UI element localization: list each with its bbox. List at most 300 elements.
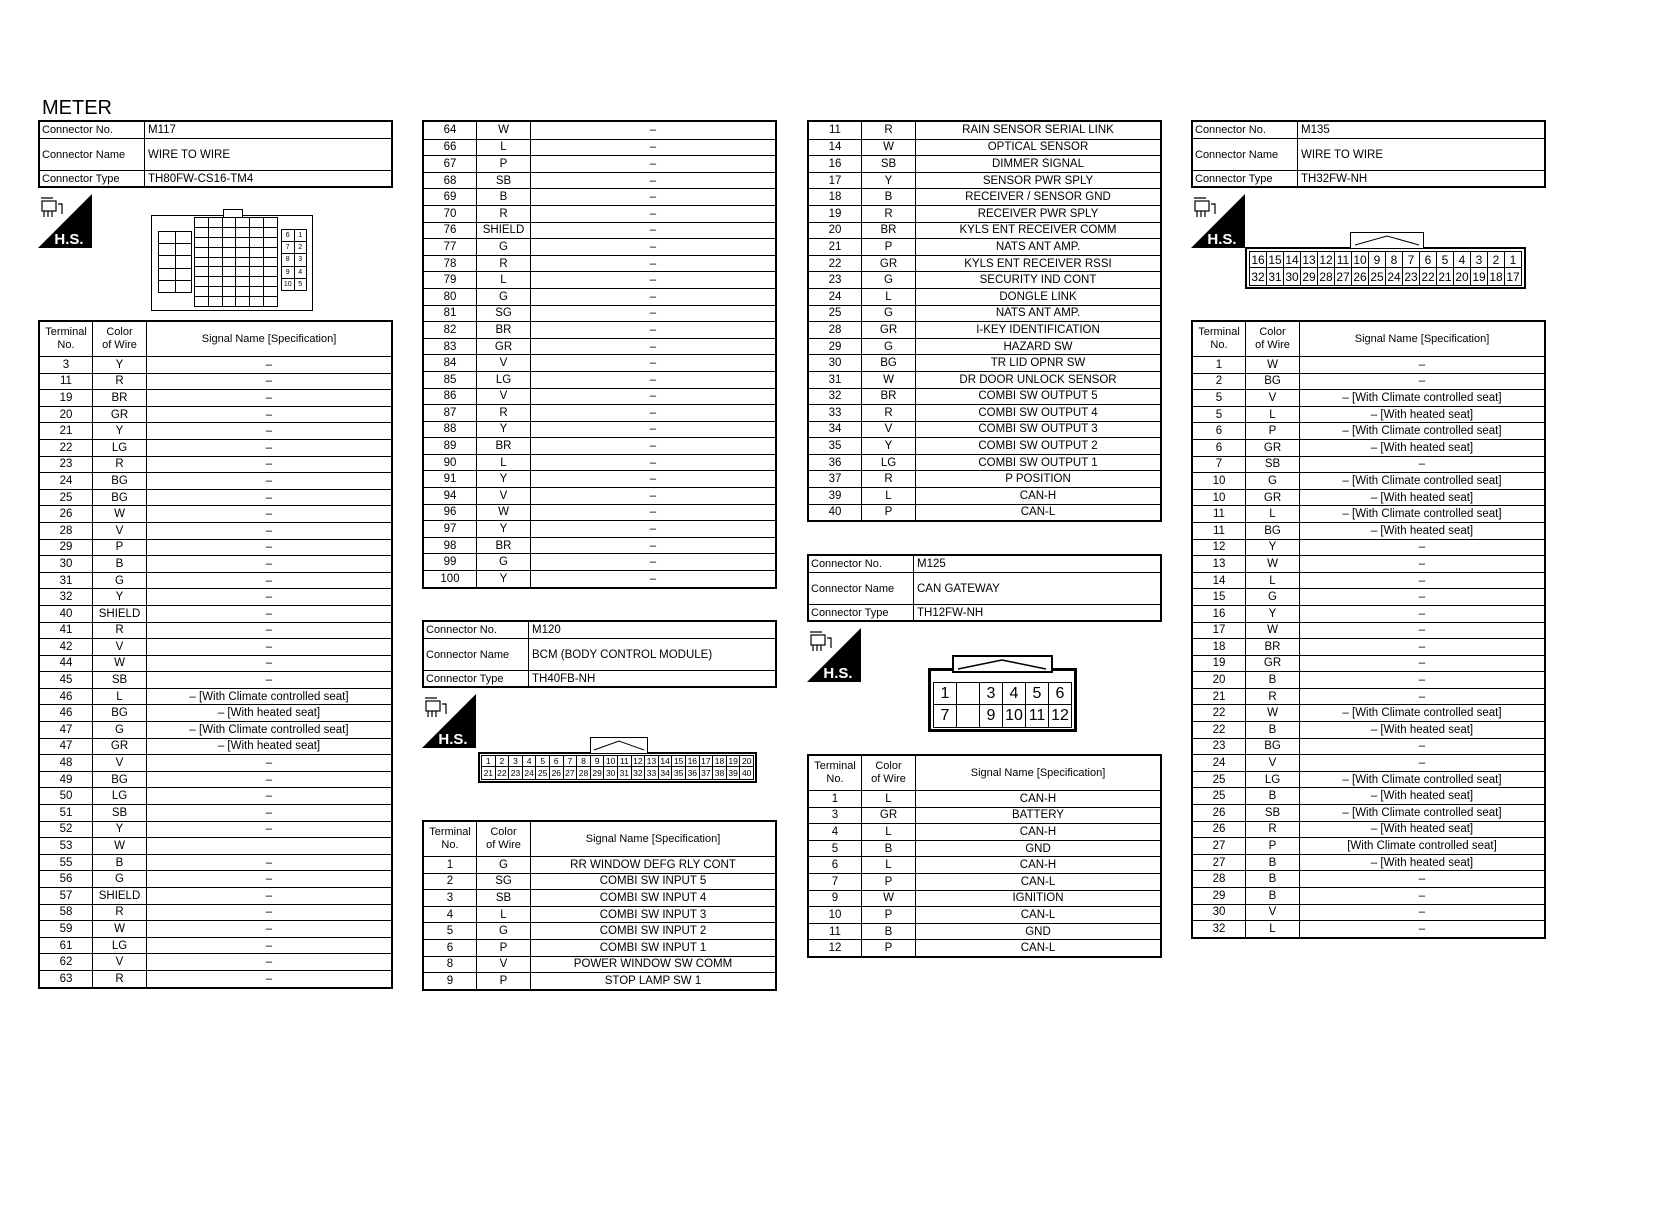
table-row	[40, 539, 391, 556]
pin-cell: 18	[713, 756, 727, 767]
latch-chevron	[954, 657, 1050, 671]
signal-name: –	[265, 806, 273, 819]
header-color-of-wire: Color of Wire	[862, 756, 916, 790]
terminal-no: 20	[40, 407, 93, 423]
wire-color: L	[862, 488, 916, 504]
signal-name: CAN-L	[1020, 908, 1056, 921]
connector-type-row	[1193, 170, 1544, 186]
wire-color: W	[93, 921, 147, 937]
terminal-no: 18	[1193, 639, 1246, 655]
signal-name: COMBI SW OUTPUT 4	[978, 406, 1098, 419]
pin-cavity	[209, 258, 223, 268]
pin-cell: 7	[282, 242, 295, 254]
pin-cell: 16	[686, 756, 700, 767]
wire-color: LG	[477, 372, 531, 388]
signal-name: DONGLE LINK	[999, 290, 1077, 303]
pin-cell	[957, 683, 980, 705]
wire-color: L	[477, 455, 531, 471]
signal-name: NATS ANT AMP.	[995, 307, 1081, 320]
pin-cell: 14	[1284, 252, 1301, 268]
signal-name: COMBI SW INPUT 3	[599, 908, 707, 921]
wire-color: L	[477, 272, 531, 288]
pin-cavity	[223, 287, 237, 297]
terminal-no: 25	[40, 490, 93, 506]
terminal-no: 16	[1193, 606, 1246, 622]
wire-color: LG	[862, 455, 916, 471]
table-row	[1193, 920, 1544, 937]
signal-name: –	[265, 408, 273, 421]
wire-color: B	[1246, 855, 1300, 871]
table-row	[40, 655, 391, 672]
header-color-of-wire: Color of Wire	[477, 822, 531, 856]
wire-color: R	[1246, 822, 1300, 838]
pin-cavity	[195, 267, 209, 277]
table-row	[424, 553, 775, 570]
signal-name: –	[649, 174, 657, 187]
connector-face-m125	[928, 655, 1077, 732]
pin-cavity	[264, 248, 278, 258]
terminal-no: 69	[424, 189, 477, 205]
signal-name: –	[649, 406, 657, 419]
table-row	[40, 638, 391, 655]
pin-cell: 21	[482, 767, 496, 780]
signal-name: –	[649, 257, 657, 270]
table-row	[424, 889, 775, 906]
terminal-no: 46	[40, 705, 93, 721]
table-row	[1193, 837, 1544, 854]
wire-color: GR	[862, 256, 916, 272]
pin-cavity	[195, 258, 209, 268]
signal-name: – [With heated seat]	[1370, 723, 1474, 736]
wire-color: BG	[93, 772, 147, 788]
table-row	[1193, 704, 1544, 721]
pin-cell: 12	[632, 756, 646, 767]
terminal-no: 23	[40, 457, 93, 473]
pin-cell: 1	[482, 756, 496, 767]
pin-cell: 11	[1335, 252, 1352, 268]
terminal-no: 79	[424, 272, 477, 288]
signal-name: –	[649, 473, 657, 486]
pin-cell: 21	[1437, 268, 1454, 286]
connector-no-value: M135	[1301, 124, 1330, 136]
signal-name: CAN-H	[1019, 489, 1057, 502]
terminal-no: 70	[424, 206, 477, 222]
terminal-no: 29	[809, 339, 862, 355]
wire-color: R	[477, 256, 531, 272]
signal-name: SENSOR PWR SPLY	[982, 174, 1094, 187]
terminal-no: 22	[1193, 705, 1246, 721]
terminal-no: 4	[809, 824, 862, 840]
wire-color: Y	[93, 822, 147, 838]
pin-cell: 3	[980, 683, 1003, 705]
wire-color: GR	[862, 322, 916, 338]
pin-cell: 3	[509, 756, 523, 767]
terminal-no: 19	[809, 206, 862, 222]
signal-name: SECURITY IND CONT	[979, 274, 1097, 287]
wire-color: SB	[93, 672, 147, 688]
terminal-no: 25	[1193, 772, 1246, 788]
pin-cavity	[176, 281, 193, 293]
terminal-no: 11	[1193, 506, 1246, 522]
signal-name: –	[649, 489, 657, 502]
connector-type-value: TH40FB-NH	[532, 672, 596, 685]
pin-cell: 4	[1454, 252, 1471, 268]
terminal-no: 30	[809, 355, 862, 371]
signal-name: CAN-H	[1019, 792, 1057, 805]
connector-info-m120	[422, 620, 777, 688]
signal-name: –	[265, 375, 273, 388]
table-header	[40, 322, 391, 356]
table-row	[809, 305, 1160, 322]
pin-cell: 11	[618, 756, 632, 767]
table-row	[424, 188, 775, 205]
signal-name: RECEIVER / SENSOR GND	[965, 191, 1111, 204]
pin-cell: 40	[740, 767, 754, 780]
signal-name: COMBI SW INPUT 2	[599, 925, 707, 938]
connector-name-label: Connector Name	[40, 139, 145, 170]
pin-cell: 9	[282, 267, 295, 279]
signal-name: –	[1418, 640, 1426, 653]
wire-color: L	[862, 857, 916, 873]
connector-no-value: M117	[148, 124, 176, 136]
terminal-no: 5	[1193, 407, 1246, 423]
pin-cavity	[209, 297, 223, 307]
pin-cell: 11	[1026, 705, 1049, 728]
wire-color: B	[93, 556, 147, 572]
table-row	[40, 373, 391, 390]
pin-cavity	[250, 218, 264, 228]
table-row	[424, 906, 775, 923]
pin-cell: 29	[1301, 268, 1318, 286]
pin-cell: 13	[645, 756, 659, 767]
signal-name: IGNITION	[1012, 892, 1064, 905]
table-row	[1193, 738, 1544, 755]
wire-color: BR	[477, 538, 531, 554]
terminal-no: 22	[1193, 722, 1246, 738]
pin-cavity	[195, 228, 209, 238]
signal-name: –	[1418, 740, 1426, 753]
pin-cavity	[209, 287, 223, 297]
pin-cell: 19	[1471, 268, 1488, 286]
terminal-no: 31	[40, 573, 93, 589]
pin-cell: 29	[591, 767, 605, 780]
pin-cavity	[176, 232, 193, 244]
table-row	[424, 454, 775, 471]
table-row	[1193, 804, 1544, 821]
signal-name: BATTERY	[1012, 809, 1064, 822]
connector-no-row	[809, 556, 1160, 572]
terminal-table-m120	[422, 820, 777, 991]
terminal-table-m125	[807, 754, 1162, 958]
pin-cavity	[195, 218, 209, 228]
table-row	[1193, 389, 1544, 406]
signal-name: –	[1418, 541, 1426, 554]
pin-cell: 17	[700, 756, 714, 767]
terminal-no: 46	[40, 689, 93, 705]
wire-color: V	[1246, 390, 1300, 406]
pin-cell: 28	[1318, 268, 1335, 286]
signal-name: –	[265, 757, 273, 770]
wire-color: SHIELD	[93, 606, 147, 622]
table-row	[809, 139, 1160, 156]
terminal-no: 20	[1193, 672, 1246, 688]
pin-cavity	[236, 248, 250, 258]
table-row	[809, 122, 1160, 139]
table-row	[40, 704, 391, 721]
connector-name-row	[1193, 138, 1544, 170]
table-row	[40, 439, 391, 456]
pin-cavity	[159, 232, 176, 244]
signal-name: TR LID OPNR SW	[990, 357, 1086, 370]
table-row	[424, 371, 775, 388]
signal-name: –	[265, 640, 273, 653]
wire-color: SB	[477, 173, 531, 189]
pin-cell: 12	[1318, 252, 1335, 268]
pin-cavity	[209, 277, 223, 287]
terminal-no: 6	[809, 857, 862, 873]
signal-name: –	[265, 508, 273, 521]
terminal-no: 1	[1193, 357, 1246, 373]
wire-color: Y	[1246, 540, 1300, 556]
table-row	[809, 404, 1160, 421]
pin-cavity	[209, 238, 223, 248]
signal-name: –	[265, 458, 273, 471]
table-row	[424, 437, 775, 454]
table-row	[1193, 505, 1544, 522]
table-row	[1193, 870, 1544, 887]
header-terminal-no: Terminal No.	[424, 822, 477, 856]
table-row	[1193, 605, 1544, 622]
terminal-no: 3	[809, 808, 862, 824]
table-row	[40, 787, 391, 804]
table-row	[40, 721, 391, 738]
pin-cavity	[195, 248, 209, 258]
table-row	[809, 321, 1160, 338]
table-row	[424, 972, 775, 989]
hs-icon	[1191, 194, 1245, 248]
table-row	[1193, 754, 1544, 771]
signal-name: –	[265, 391, 273, 404]
pin-cavity	[236, 228, 250, 238]
pin-cavity	[176, 269, 193, 281]
pin-cavity	[264, 267, 278, 277]
terminal-no: 3	[40, 357, 93, 373]
signal-name: COMBI SW OUTPUT 5	[978, 390, 1098, 403]
wire-color: V	[93, 639, 147, 655]
hs-label: H.S.	[1207, 231, 1237, 248]
wire-color: BG	[1246, 523, 1300, 539]
terminal-no: 24	[40, 473, 93, 489]
connector-name-row	[809, 572, 1160, 604]
terminal-no: 94	[424, 488, 477, 504]
table-row	[809, 790, 1160, 807]
signal-name: –	[1418, 906, 1426, 919]
wire-color: SHIELD	[477, 223, 531, 239]
connector-face-m135	[1245, 232, 1526, 289]
terminal-no: 17	[1193, 623, 1246, 639]
signal-name: CAN-H	[1019, 825, 1057, 838]
wire-color: GR	[1246, 440, 1300, 456]
table-row	[1193, 539, 1544, 556]
terminal-no: 14	[809, 140, 862, 156]
signal-name: –	[265, 956, 273, 969]
wire-color: P	[93, 540, 147, 556]
pin-cell: 4	[295, 267, 308, 279]
pin-cell: 15	[1267, 252, 1284, 268]
signal-name: –	[649, 523, 657, 536]
pin-cavity	[264, 287, 278, 297]
terminal-no: 78	[424, 256, 477, 272]
terminal-no: 10	[809, 907, 862, 923]
table-row	[809, 288, 1160, 305]
wire-color: G	[93, 871, 147, 887]
table-row	[1193, 422, 1544, 439]
wire-color: V	[93, 523, 147, 539]
hs-label: H.S.	[823, 665, 853, 682]
wire-color: SHIELD	[93, 888, 147, 904]
wire-color: W	[93, 656, 147, 672]
signal-name: – [With Climate controlled seat]	[1342, 391, 1502, 404]
signal-name: – [With Climate controlled seat]	[1342, 508, 1502, 521]
pin-cavity	[264, 218, 278, 228]
terminal-no: 51	[40, 805, 93, 821]
signal-name: CAN-H	[1019, 859, 1057, 872]
pin-cavity	[159, 256, 176, 268]
terminal-no: 42	[40, 639, 93, 655]
wire-color: BG	[1246, 739, 1300, 755]
terminal-no: 28	[809, 322, 862, 338]
terminal-no: 98	[424, 538, 477, 554]
header-signal-name: Signal Name [Specification]	[1354, 332, 1490, 345]
wire-color: R	[862, 405, 916, 421]
signal-name: –	[265, 972, 273, 985]
terminal-no: 27	[1193, 855, 1246, 871]
connector-type-label: Connector Type	[1193, 171, 1298, 186]
pin-cell: 26	[1352, 268, 1369, 286]
table-row	[424, 354, 775, 371]
pin-cell: 3	[295, 254, 308, 266]
terminal-no: 5	[1193, 390, 1246, 406]
connector-type-row	[424, 670, 775, 686]
wire-color: W	[93, 838, 147, 854]
signal-name: –	[265, 607, 273, 620]
table-row	[40, 771, 391, 788]
table-row	[40, 456, 391, 473]
signal-name: – [With heated seat]	[217, 740, 321, 753]
pin-cavity	[223, 297, 237, 307]
signal-name: – [With heated seat]	[1370, 491, 1474, 504]
wire-color: G	[1246, 473, 1300, 489]
terminal-no: 9	[424, 973, 477, 989]
connector-type-value: TH12FW-NH	[917, 606, 984, 619]
pin-cavity	[209, 228, 223, 238]
pin-cavity	[195, 287, 209, 297]
wire-color: BG	[93, 473, 147, 489]
terminal-no: 25	[809, 306, 862, 322]
table-row	[1193, 638, 1544, 655]
pin-cavity	[209, 218, 223, 228]
table-row	[424, 305, 775, 322]
wire-color: R	[93, 971, 147, 987]
wire-color: R	[93, 374, 147, 390]
pin-cell: 20	[740, 756, 754, 767]
table-row	[809, 222, 1160, 239]
signal-name: RAIN SENSOR SERIAL LINK	[962, 124, 1114, 137]
terminal-no: 85	[424, 372, 477, 388]
signal-name: –	[1418, 591, 1426, 604]
signal-name: –	[1418, 690, 1426, 703]
table-row	[40, 605, 391, 622]
pin-cell: 2	[295, 242, 308, 254]
table-row	[40, 389, 391, 406]
wire-color: W	[1246, 705, 1300, 721]
signal-name: DR DOOR UNLOCK SENSOR	[959, 373, 1117, 386]
signal-name: –	[649, 440, 657, 453]
connector-type-row	[40, 170, 391, 186]
connector-name-label: Connector Name	[809, 573, 914, 604]
wire-color: B	[862, 841, 916, 857]
pin-cavity	[223, 277, 237, 287]
table-row	[424, 122, 775, 139]
header-signal-name: Signal Name [Specification]	[970, 766, 1106, 779]
terminal-no: 64	[424, 122, 477, 139]
pin-cavity	[236, 258, 250, 268]
header-terminal-no: Terminal No.	[809, 756, 862, 790]
terminal-no: 39	[809, 488, 862, 504]
signal-name: – [With heated seat]	[217, 707, 321, 720]
pin-cell: 22	[496, 767, 510, 780]
signal-name: –	[649, 506, 657, 519]
terminal-no: 96	[424, 505, 477, 521]
terminal-no: 84	[424, 355, 477, 371]
table-row	[1193, 854, 1544, 871]
signal-name: –	[649, 390, 657, 403]
wire-color: L	[1246, 407, 1300, 423]
terminal-no: 58	[40, 905, 93, 921]
pin-cell: 1	[295, 230, 308, 242]
connector-face-m120	[478, 737, 757, 783]
connector-name-value: CAN GATEWAY	[917, 582, 1000, 595]
signal-name: –	[649, 290, 657, 303]
signal-name: STOP LAMP SW 1	[604, 974, 702, 987]
table-row	[809, 172, 1160, 189]
pin-cavity	[236, 287, 250, 297]
connector-no-row	[40, 122, 391, 138]
pin-cell: 10	[604, 756, 618, 767]
signal-name: –	[1418, 574, 1426, 587]
table-row	[1193, 406, 1544, 423]
signal-name: –	[265, 856, 273, 869]
table-row	[424, 139, 775, 156]
terminal-no: 87	[424, 405, 477, 421]
wire-color: Y	[477, 422, 531, 438]
wire-color: V	[477, 488, 531, 504]
terminal-no: 28	[40, 523, 93, 539]
terminal-no: 63	[40, 971, 93, 987]
table-row	[40, 953, 391, 970]
pin-cavity	[236, 238, 250, 248]
connector-no-label: Connector No.	[424, 622, 529, 638]
wire-color: GR	[1246, 656, 1300, 672]
wire-color: L	[862, 289, 916, 305]
wire-color: GR	[93, 407, 147, 423]
signal-name: –	[1418, 757, 1426, 770]
table-row	[809, 371, 1160, 388]
pin-cell: 4	[523, 756, 537, 767]
connector-name-value: WIRE TO WIRE	[148, 148, 230, 161]
wire-color: SB	[1246, 457, 1300, 473]
terminal-no: 15	[1193, 589, 1246, 605]
